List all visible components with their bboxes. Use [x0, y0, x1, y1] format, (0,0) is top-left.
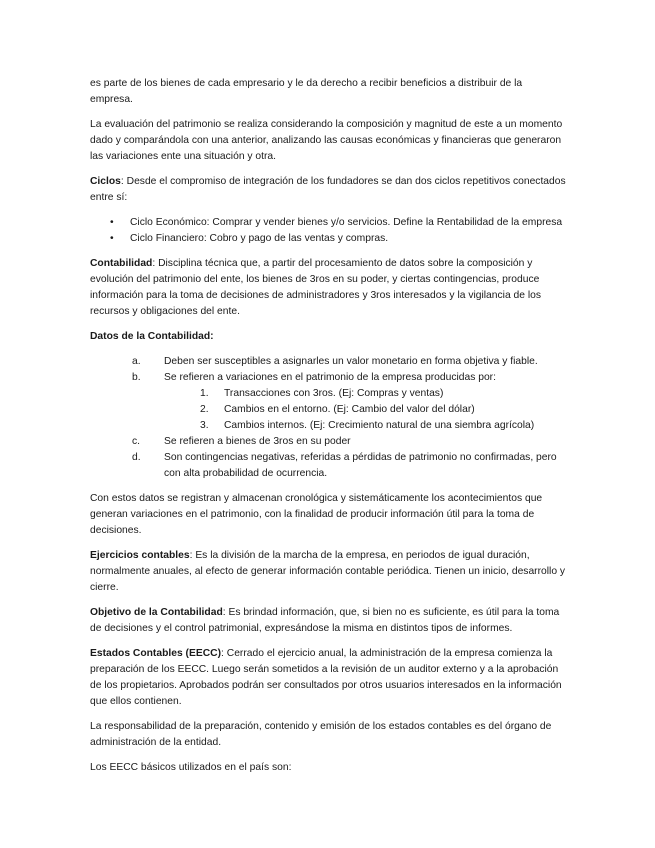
list-marker: b.	[132, 372, 141, 383]
list-item	[90, 354, 567, 370]
list-item	[90, 370, 567, 434]
term-ciclos: Ciclos	[90, 176, 121, 187]
ciclos-list	[90, 215, 567, 247]
paragraph-objetivo	[90, 605, 567, 637]
list-item	[90, 434, 567, 450]
list-item	[90, 231, 567, 247]
sublist-item-text: Transacciones con 3ros. (Ej: Compras y ventas)	[224, 388, 444, 399]
datos-item-text: Se refieren a bienes de 3ros en su poder	[164, 436, 351, 447]
term-contabilidad: Contabilidad	[90, 258, 153, 269]
paragraph-basicos: Los EECC básicos utilizados en el país son:	[90, 762, 292, 773]
eecc-text: : Cerrado el ejercicio anual, la administración de la empresa comienza la preparación de los EECC. Luego serán sometidos a la revisión de un auditor externo y a la aprobación de los propietarios. Aprobados podrán ser consultados por otros usuarios interesados en la información que ellos contienen.	[90, 648, 562, 707]
term-eecc: Estados Contables (EECC)	[90, 648, 222, 659]
paragraph-ciclos	[90, 174, 567, 206]
sublist-marker: 3.	[200, 420, 209, 431]
bullet-marker: •	[110, 233, 114, 244]
sublist-marker: 2.	[200, 404, 209, 415]
term-ejercicios: Ejercicios contables	[90, 550, 190, 561]
paragraph-registro: Con estos datos se registran y almacenan cronológica y sistemáticamente los acontecimientos que generan variaciones en el patrimonio, con la finalidad de producir información útil para la toma de decisiones.	[90, 493, 543, 536]
datos-sublist	[164, 386, 567, 434]
datos-list	[90, 354, 567, 482]
datos-item-text: Son contingencias negativas, referidas a pérdidas de patrimonio no confirmadas, pero con alta probabilidad de ocurrencia.	[164, 452, 557, 479]
sublist-item	[90, 418, 567, 434]
list-marker: c.	[132, 436, 141, 447]
sublist-item-text: Cambios internos. (Ej: Crecimiento natural de una siembra agrícola)	[224, 420, 535, 431]
sublist-marker: 1.	[200, 388, 209, 399]
datos-item-text: Se refieren a variaciones en el patrimonio de la empresa producidas por:	[164, 372, 496, 383]
paragraph-contabilidad	[90, 256, 567, 320]
heading-datos	[90, 329, 567, 345]
ejercicios-text: : Es la división de la marcha de la empresa, en periodos de igual duración, normalmente anuales, al efecto de generar información contable periódica. Tienen un inicio, desarrollo y cierre.	[90, 550, 566, 593]
paragraph-intro-1: es parte de los bienes de cada empresario y le da derecho a recibir beneficios a distribuir de la empresa.	[90, 78, 523, 105]
bullet-marker: •	[110, 217, 114, 228]
datos-heading: Datos de la Contabilidad:	[90, 331, 214, 342]
ciclo-financiero-text: Ciclo Financiero: Cobro y pago de las ventas y compras.	[130, 233, 389, 244]
paragraph-eecc	[90, 646, 567, 710]
list-item	[90, 215, 567, 231]
sublist-item-text: Cambios en el entorno. (Ej: Cambio del valor del dólar)	[224, 404, 475, 415]
list-marker: d.	[132, 452, 141, 463]
datos-item-text: Deben ser susceptibles a asignarles un valor monetario en forma objetiva y fiable.	[164, 356, 538, 367]
term-objetivo: Objetivo de la Contabilidad	[90, 607, 223, 618]
list-marker: a.	[132, 356, 141, 367]
ciclo-economico-text: Ciclo Económico: Comprar y vender bienes y/o servicios. Define la Rentabilidad de la empresa	[130, 217, 563, 228]
sublist-item	[90, 386, 567, 402]
paragraph-ejercicios	[90, 548, 567, 596]
paragraph-responsabilidad: La responsabilidad de la preparación, contenido y emisión de los estados contables es del órgano de administración de la entidad.	[90, 721, 552, 748]
contabilidad-text: : Disciplina técnica que, a partir del procesamiento de datos sobre la composición y evolución del patrimonio del ente, los bienes de 3ros en su poder, y ciertas contingencias, produce información para la toma de decisiones de administradores y 3ros interesados y la vigilancia de los recursos y obligaciones del ente.	[90, 258, 542, 317]
sublist-item	[90, 402, 567, 418]
objetivo-text: : Es brindad información, que, si bien no es suficiente, es útil para la toma de decisiones y el control patrimonial, expresándose la misma en distintos tipos de informes.	[90, 607, 560, 634]
ciclos-text: : Desde el compromiso de integración de los fundadores se dan dos ciclos repetitivos conectados entre sí:	[90, 176, 566, 203]
list-item	[90, 450, 567, 482]
paragraph-intro-2: La evaluación del patrimonio se realiza considerando la composición y magnitud de este a un momento dado y comparándola con una anterior, analizando las causas económicas y financieras que generaron las variaciones ente una situación y otra.	[90, 119, 563, 162]
